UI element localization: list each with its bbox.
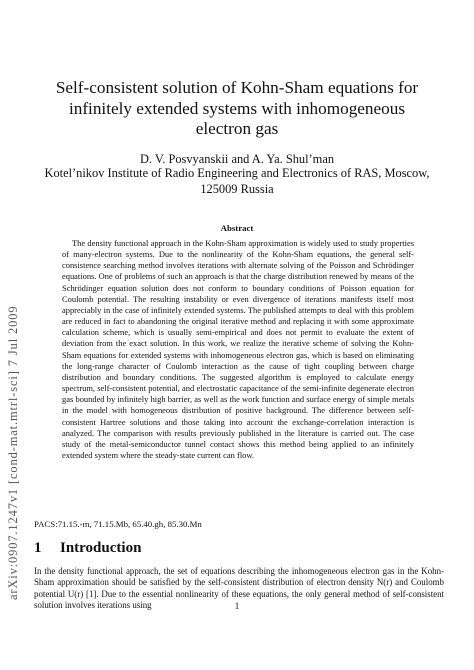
abstract-heading: Abstract bbox=[220, 223, 254, 233]
author-list: D. V. Posvyanskii and A. Ya. Shul’man bbox=[139, 152, 335, 166]
affiliation: Kotel’nikov Institute of Radio Engineering and Electronics of RAS, Moscow, 125009 Russia bbox=[44, 166, 430, 196]
abstract-body: The density functional approach in the Kohn-Sham approximation is widely used to study properties of many-electron systems. Due to the nonlinearity of the Kohn-Sham equations, the general self-consistence searching method involves iterations with alternate solving of the Poisson and Schrödinger equations. One of problems of such an approach is that the charge distribution renewed by means of the Schrödinger equation solution does not conform to boundary conditions of Poisson equation for Coulomb potential. The resulting instability or even divergence of iterations manifests itself most appreciably in the case of infinitely extended systems. The published attempts to deal with this problem are reduced in fact to abandoning the original iterative method and replacing it with some approximate calculation scheme, which is usually semi-empirical and does not permit to evaluate the extent of deviation from the exact solution. In this work, we realize the iterative scheme of solving the Kohn-Sham equations for extended systems with inhomogeneous electron gas, which is based on eliminating the long-range character of Coulomb interaction as the cause of tight coupling between charge distribution and boundary conditions. The suggested algorithm is employed to calculate energy spectrum, self-consistent potential, and electrostatic capacitance of the semi-infinite degenerate electron gas bounded by infinitely high barrier, as well as the work function and surface energy of simple metals in the model with homogeneous distribution of positive background. The difference between self-consistent Hartree solutions and those taking into account the exchange-correlation interaction is analyzed. The comparison with results previously published in the literature is carried out. The case study of the metal-semiconductor tunnel contact shows this method being applied to an infinitely extended system where the steady-state current can flow. bbox=[62, 238, 414, 460]
section-heading bbox=[34, 540, 141, 557]
pacs-codes: PACS:71.15.-m, 71.15.Mb, 65.40.gh, 85.30.Mn bbox=[34, 519, 202, 529]
section-title: Introduction bbox=[60, 540, 142, 556]
arxiv-stamp bbox=[4, 208, 26, 608]
page-number: 1 bbox=[234, 601, 240, 611]
section-number: 1 bbox=[34, 540, 42, 556]
introduction-paragraph: In the density functional approach, the set of equations describing the inhomogeneous electron gas in the Kohn-Sham approximation should be satisfied by the self-consistent distribution of electron density N(r) and Coulomb potential U(r) [1]. Due to the essential nonlinearity of these equations, the only general method of self-consistent solution involves iterations using bbox=[34, 566, 444, 610]
paper-title: Self-consistent solution of Kohn-Sham equations for infinitely extended systems with inhomogeneous electron gas bbox=[55, 78, 419, 138]
arxiv-identifier: arXiv:0907.1247v1 [cond-mat.mtrl-sci] 7 Jul 2009 bbox=[6, 305, 20, 600]
